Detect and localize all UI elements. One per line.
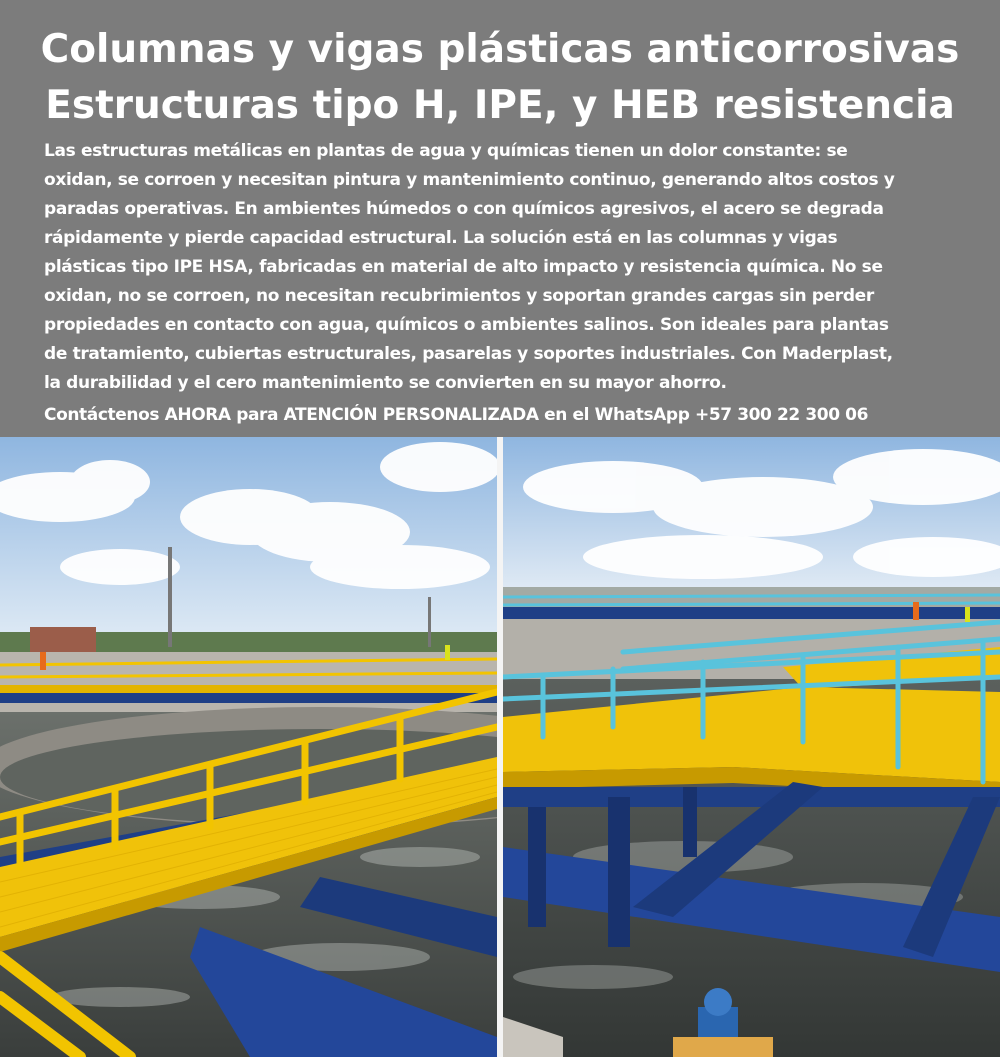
body-line: de tratamiento, cubiertas estructurales, pasarelas y soportes industriales. Con Maderplast, — [44, 344, 893, 364]
structure-photo — [503, 437, 1000, 1057]
body-line: Las estructuras metálicas en plantas de agua y químicas tienen un dolor constante: se — [44, 141, 848, 161]
body-line: la durabilidad y el cero mantenimiento se convierten en su mayor ahorro. — [44, 373, 727, 393]
walkway-photo — [0, 437, 497, 1057]
header-banner — [0, 0, 1000, 437]
body-line: oxidan, se corroen y necesitan pintura y mantenimiento continuo, generando altos costos y — [44, 170, 895, 190]
body-line: oxidan, no se corroen, no necesitan recubrimientos y soportan grandes cargas sin perder — [44, 286, 874, 306]
title-line-1: Columnas y vigas plásticas anticorrosivas — [40, 27, 960, 72]
walkway-photo-icon — [0, 437, 497, 1057]
whatsapp-contact-line[interactable]: Contáctenos AHORA para ATENCIÓN PERSONALIZADA en el WhatsApp +57 300 22 300 06 — [44, 405, 869, 425]
title-line-2: Estructuras tipo H, IPE, y HEB resistencia — [45, 83, 955, 128]
body-line: plásticas tipo IPE HSA, fabricadas en material de alto impacto y resistencia química. No se — [44, 257, 883, 277]
body-line: paradas operativas. En ambientes húmedos o con químicos agresivos, el acero se degrada — [44, 199, 884, 219]
structure-photo-icon — [503, 437, 1000, 1057]
body-line: rápidamente y pierde capacidad estructural. La solución está en las columnas y vigas — [44, 228, 838, 248]
body-line: propiedades en contacto con agua, químicos o ambientes salinos. Son ideales para plantas — [44, 315, 889, 335]
